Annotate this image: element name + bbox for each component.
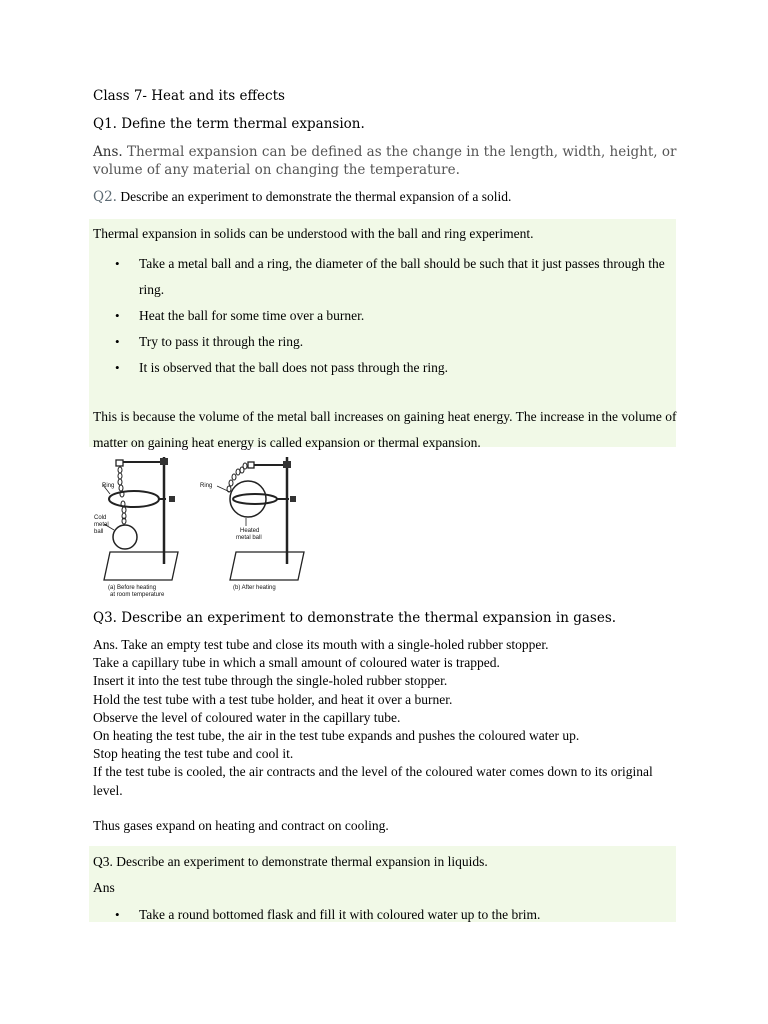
fig-b-ring-label: Ring: [200, 483, 213, 489]
fig-a-ring-label: Ring: [102, 483, 115, 489]
q1-answer-text: Thermal expansion can be defined as the change in the length, width, height, or volume of any material on changing the temperature.: [93, 144, 677, 178]
fig-a-ball-label-2: metal: [94, 522, 109, 528]
q2-question-text: Describe an experiment to demonstrate the thermal expansion of a solid.: [120, 189, 512, 204]
q2-conclusion: This is because the volume of the metal ball increases on gaining heat energy. The increase in the volume of matter on gaining heat energy is called expansion or thermal expansion.: [93, 409, 677, 450]
q3-gas-line: [93, 636, 683, 654]
fig-a-ball-label-3: ball: [94, 529, 104, 535]
q3-liquid-steps-list: [93, 906, 677, 924]
heated-metal-ball: [230, 481, 266, 517]
q2-question: [93, 189, 511, 205]
cold-metal-ball: [113, 525, 137, 549]
q2-label: Q2.: [93, 189, 117, 205]
fig-a-caption-2: at room temperature: [110, 592, 165, 598]
stand-base-b: [230, 552, 304, 580]
fig-a-caption-1: (a) Before heating: [108, 585, 157, 591]
q1-question: Q1. Define the term thermal expansion.: [93, 116, 365, 132]
q3-gas-line: Hold the test tube with a test tube holder, and heat it over a burner.: [93, 691, 453, 707]
q1-answer: [93, 143, 683, 179]
q3-gas-ans-label: Ans.: [93, 637, 119, 652]
q3-liquid-question: Q3. Describe an experiment to demonstrate thermal expansion in liquids.: [93, 854, 488, 869]
fig-b-ball-label-2: metal ball: [236, 535, 262, 541]
q2-steps-list: [93, 251, 677, 381]
clamp-a: [116, 460, 123, 466]
q3-gas-line: Take a capillary tube in which a small amount of coloured water is trapped.: [93, 655, 500, 671]
page-title: Class 7- Heat and its effects: [93, 88, 285, 104]
fig-b-ball-label-1: Heated: [240, 528, 260, 534]
ball-and-ring-figure: [90, 452, 305, 600]
q3-gas-question: Q3. Describe an experiment to demonstrate the thermal expansion in gases.: [93, 610, 617, 626]
q3-liquid-ans-label: Ans: [93, 880, 115, 895]
q3-gas-conclusion: Thus gases expand on heating and contract on cooling.: [93, 818, 389, 833]
q3-gas-answer: [93, 636, 683, 800]
list-item: • Take a metal ball and a ring, the diameter of the ball should be such that it just passes through the ring.: [93, 251, 677, 303]
list-item: • Heat the ball for some time over a burner.: [93, 303, 677, 329]
q3-gas-line: If the test tube is cooled, the air contracts and the level of the coloured water comes down to its original level.: [93, 764, 653, 798]
list-item: • Try to pass it through the ring.: [93, 329, 677, 355]
q2-intro: Thermal expansion in solids can be understood with the ball and ring experiment.: [93, 226, 534, 241]
q3-gas-line: Stop heating the test tube and cool it.: [93, 746, 294, 762]
q3-gas-line: On heating the test tube, the air in the test tube expands and pushes the coloured water up.: [93, 728, 580, 744]
q3-gas-line: Observe the level of coloured water in the capillary tube.: [93, 709, 401, 725]
q1-ans-label: Ans.: [93, 144, 123, 160]
ring-b: [233, 494, 277, 504]
fig-a-ball-label-1: Cold: [94, 515, 107, 521]
fig-b-caption: (b) After heating: [233, 585, 276, 591]
q3-gas-line: Insert it into the test tube through the single-holed rubber stopper.: [93, 673, 448, 689]
q3-gas-line-text: Take an empty test tube and close its mouth with a single-holed rubber stopper.: [121, 637, 549, 652]
list-item: • Take a round bottomed flask and fill it with coloured water up to the brim.: [93, 906, 677, 924]
ring-a: [109, 491, 159, 507]
stand-base-a: [104, 552, 178, 580]
list-item: • It is observed that the ball does not pass through the ring.: [93, 355, 677, 381]
